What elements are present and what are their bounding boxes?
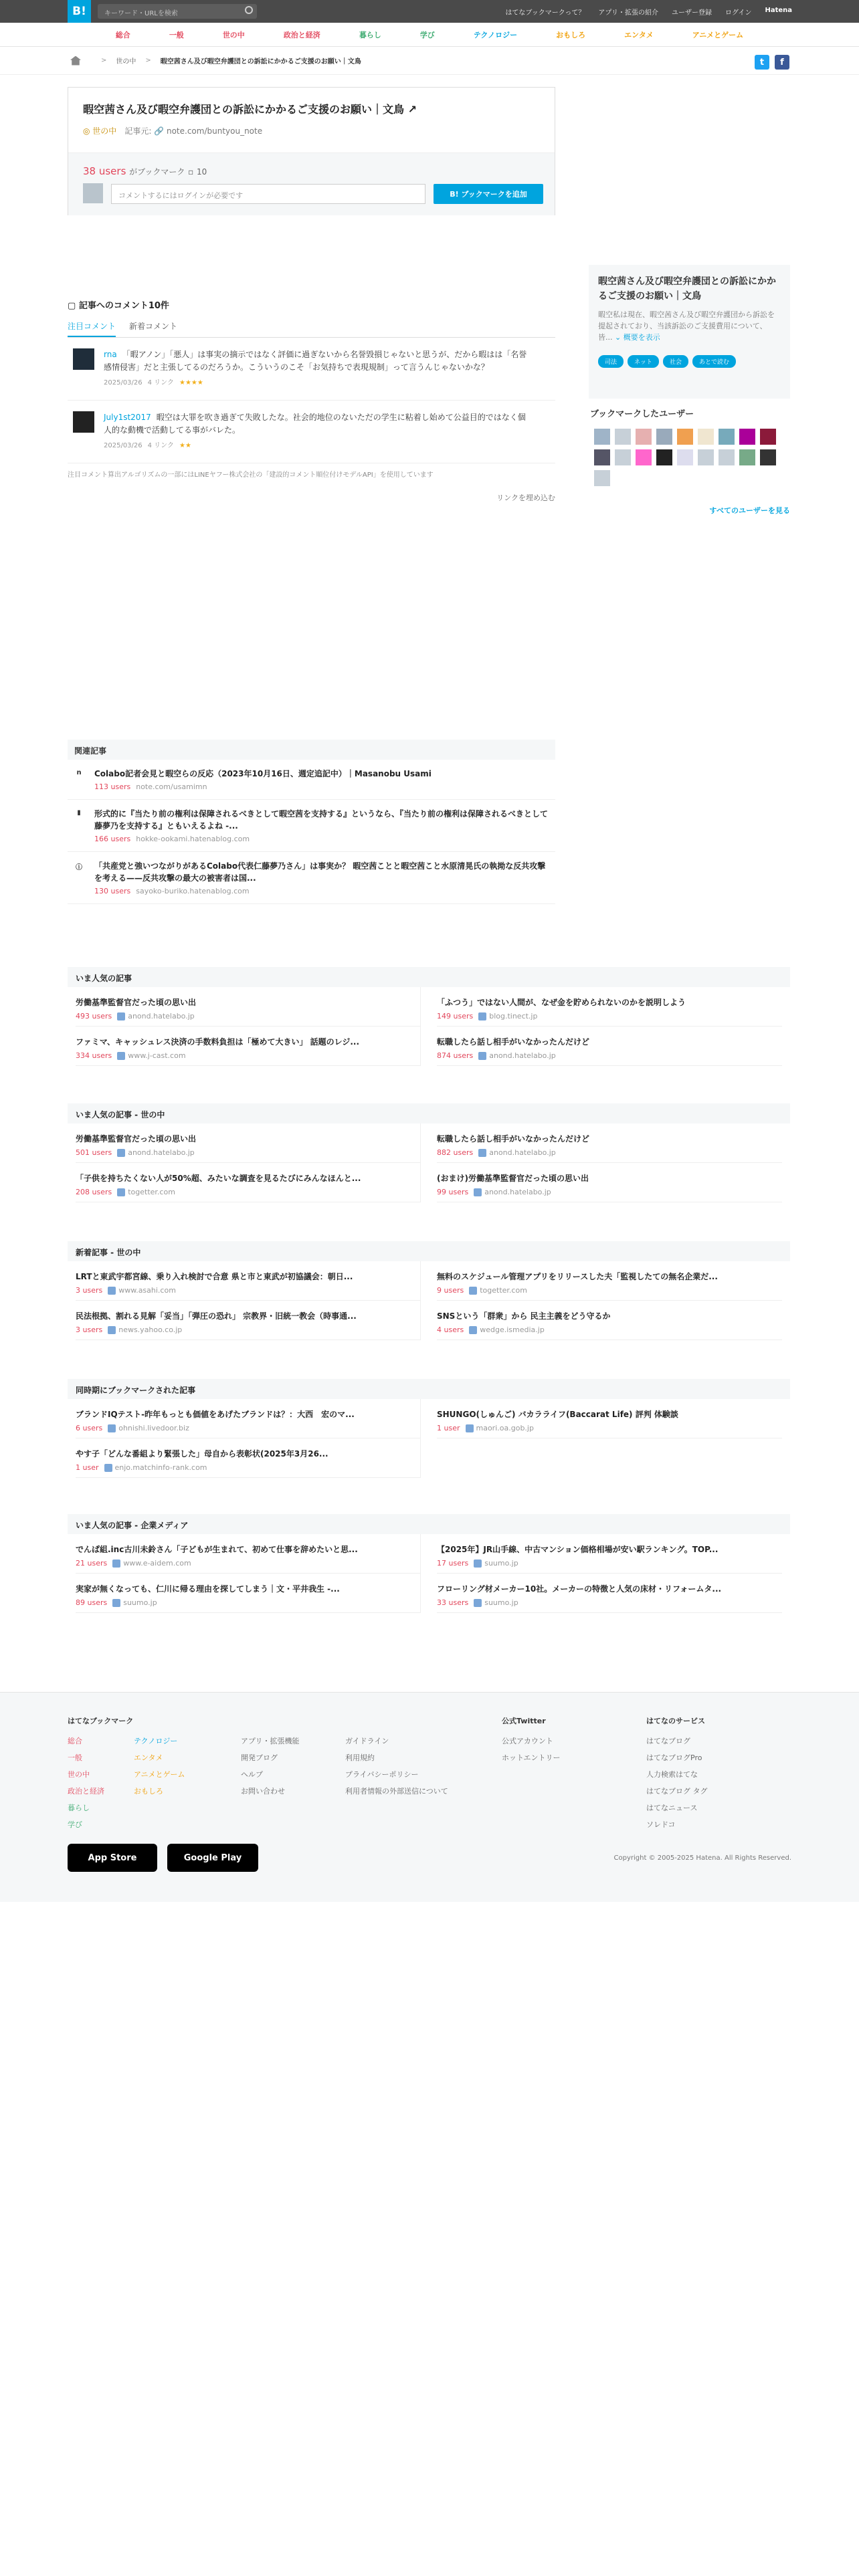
footer-category-link[interactable]: エンタメ [134, 1753, 163, 1762]
article-domain[interactable]: www.j-cast.com [128, 1051, 186, 1060]
section-heading: いま人気の記事 [68, 967, 790, 987]
footer-twitter-heading: 公式Twitter [502, 1717, 546, 1725]
comment-item [68, 401, 555, 463]
favicon-icon [474, 1599, 482, 1607]
breadcrumb-current: 暇空茜さん及び暇空弁護団との訴訟にかかるご支援のお願い｜文鳥 [160, 58, 361, 66]
chevron-right-icon: > [145, 57, 151, 64]
footer-twitter [502, 1713, 561, 1766]
site-icon: n [76, 769, 82, 776]
footer-link[interactable]: 利用規約 [345, 1753, 375, 1762]
avatar [83, 183, 103, 203]
article-title[interactable]: ブランドIQテスト-昨年もっとも価値をあげたブランドは？：大西 宏のマ... [76, 1410, 355, 1419]
article-users[interactable]: 882 users [437, 1148, 474, 1157]
user-avatar[interactable] [760, 429, 776, 445]
article-users[interactable]: 17 users [437, 1559, 469, 1568]
related-heading: 関連記事 [68, 740, 555, 760]
favicon-icon [108, 1424, 116, 1432]
footer [0, 1692, 859, 1902]
nav-category-6[interactable]: テクノロジー [473, 30, 518, 39]
algorithm-notice: 注目コメント算出アルゴリズムの一部にはLINEヤフー株式会社の「建設的コメント順位付けモデルAPI」を使用しています [68, 471, 434, 479]
comments-heading-text: 記事へのコメント10件 [78, 301, 169, 311]
related-title[interactable]: 「共産党と強いつながりがあるColabo代表仁藤夢乃さん」は事実か？ 暇空茜ことと暇空茜こと水原清晃氏の執拗な反共攻撃を考える——反共攻撃の最大の被害者は国... [94, 861, 546, 883]
footer-link[interactable]: ガイドライン [345, 1737, 389, 1745]
nav-category-4[interactable]: 暮らし [359, 30, 381, 39]
footer-link[interactable]: アプリ・拡張機能 [241, 1737, 300, 1745]
sidebar-title[interactable]: 暇空茜さん及び暇空弁護団との訴訟にかかるご支援のお願い｜文鳥 [598, 276, 776, 302]
article-users[interactable]: 3 users [76, 1286, 103, 1295]
footer-category-link[interactable]: 一般 [68, 1753, 82, 1762]
show-summary-label[interactable]: 概要を表示 [623, 333, 660, 342]
footer-category-link[interactable]: 総合 [68, 1737, 82, 1745]
article-title[interactable]: LRTと東武宇都宮線、乗り入れ検討で合意 県と市と東武が初協議会：朝日... [76, 1272, 353, 1281]
comment-user[interactable]: July1st2017 [104, 413, 151, 422]
comment-body [104, 411, 532, 452]
related-users[interactable]: 113 users [94, 782, 131, 791]
article-item[interactable] [437, 1534, 782, 1574]
related-title[interactable]: 形式的に『当たり前の権利は保障されるべきとして暇空茜を支持する』というなら、『当たり前の権利は保障されるべきとして藤夢乃を支持する』ともいえるよね -... [94, 809, 549, 831]
section-grid [68, 1534, 790, 1613]
comment-icon: ▫ [188, 167, 194, 177]
related-users[interactable]: 166 users [94, 835, 131, 843]
article-users[interactable]: 21 users [76, 1559, 108, 1568]
comment-text: 「暇アノン」「悪人」は事実の摘示ではなく評価に過ぎないから名誉毀損じゃないと思うが、だから暇はは「名誉感情侵害」だと主張してるのだろうか。こういうのこそ「お気持ちで表現規制」って言うんじゃないかな？ [104, 350, 527, 372]
article-users[interactable]: 3 users [76, 1325, 103, 1334]
article-meta [76, 1598, 409, 1607]
add-bookmark-button[interactable]: B! ブックマークを追加 [434, 184, 543, 204]
article-item[interactable] [437, 1163, 782, 1202]
user-avatar[interactable] [677, 449, 693, 465]
user-avatar[interactable] [636, 429, 652, 445]
article-meta [437, 1012, 782, 1021]
tab-new-comments[interactable]: 新着コメント [129, 322, 178, 331]
comments-section [68, 298, 555, 503]
article-domain[interactable]: suumo.jp [484, 1559, 518, 1568]
article-domain[interactable]: www.e-aidem.com [123, 1559, 191, 1568]
favicon-icon [112, 1560, 120, 1568]
app-store-button[interactable]: App Store [68, 1844, 157, 1872]
nav-category-5[interactable]: 学び [419, 30, 435, 39]
article-domain[interactable]: news.yahoo.co.jp [118, 1325, 183, 1334]
section-grid [68, 1123, 790, 1202]
related-domain[interactable]: sayoko-buriko.hatenablog.com [136, 887, 250, 895]
breadcrumb-category[interactable]: 世の中 [116, 58, 136, 66]
nav-category-7[interactable]: おもしろ [556, 30, 586, 39]
user-avatar[interactable] [636, 449, 652, 465]
article-item[interactable] [76, 987, 421, 1027]
article-domain[interactable]: maori.oa.gob.jp [476, 1424, 534, 1432]
about-link[interactable]: はてなブックマークって？ [505, 9, 585, 17]
twitter-share-button[interactable]: t [755, 55, 769, 70]
comment-body [104, 348, 532, 389]
source-label: 記事元: [124, 126, 152, 136]
article-item[interactable] [437, 1261, 782, 1301]
entry-source [124, 125, 262, 136]
article-title[interactable]: フローリング材メーカー10社。メーカーの特徴と人気の床材・リフォームタ... [437, 1584, 722, 1594]
tag-1[interactable]: ネット [628, 355, 659, 368]
user-avatar[interactable] [719, 429, 735, 445]
footer-link[interactable]: はてなニュース [646, 1804, 698, 1812]
footer-category-link[interactable]: 世の中 [68, 1770, 90, 1779]
article-meta [437, 1188, 782, 1196]
avatar[interactable] [73, 348, 94, 370]
related-meta [94, 782, 432, 791]
user-avatar[interactable] [656, 429, 672, 445]
footer-spacer [345, 1713, 448, 1729]
google-play-button[interactable]: Google Play [167, 1844, 258, 1872]
nav-category-0[interactable]: 総合 [115, 30, 130, 39]
breadcrumb [0, 47, 859, 75]
article-item[interactable] [76, 1027, 421, 1066]
article-meta [76, 1148, 409, 1157]
related-articles [68, 740, 555, 904]
footer-link[interactable]: 開発ブログ [241, 1753, 278, 1762]
article-title[interactable]: 労働基準監督官だった頃の思い出 [76, 998, 197, 1007]
footer-category-link[interactable]: 暮らし [68, 1804, 90, 1812]
favicon-icon [112, 1599, 120, 1607]
footer-category-link[interactable]: アニメとゲーム [134, 1770, 185, 1779]
related-item[interactable] [68, 760, 555, 800]
footer-link[interactable]: ヘルプ [241, 1770, 263, 1779]
article-users[interactable]: 334 users [76, 1051, 112, 1060]
article-users[interactable]: 1 user [437, 1424, 460, 1432]
copyright: Copyright © 2005-2025 Hatena. All Rights Reserved. [613, 1854, 791, 1862]
article-domain[interactable]: suumo.jp [123, 1598, 157, 1607]
article-users[interactable]: 89 users [76, 1598, 108, 1607]
article-title[interactable]: 無料のスケジュール管理アプリをリリースした夫「監視したての無名企業だ... [437, 1272, 718, 1281]
footer-services [646, 1713, 708, 1833]
article-title[interactable]: 実家が無くなっても、仁川に帰る理由を探してしまう｜文・平井我生 -... [76, 1584, 340, 1594]
footer-spacer [241, 1713, 300, 1729]
article-users[interactable]: 493 users [76, 1012, 112, 1021]
article-users[interactable]: 208 users [76, 1188, 112, 1196]
sidebar-summary [589, 265, 790, 399]
article-title[interactable]: (おまけ)労働基準監督官だった頃の思い出 [437, 1174, 589, 1183]
article-title[interactable]: SNSという「群衆」から 民主主義をどう守るか [437, 1311, 611, 1321]
comments-heading [68, 298, 555, 311]
tag-2[interactable]: 社会 [663, 355, 688, 368]
user-avatar[interactable] [594, 449, 610, 465]
favicon-icon [108, 1326, 116, 1334]
comment-count: 10 [197, 167, 207, 177]
article-meta [437, 1051, 782, 1060]
article-item[interactable] [76, 1438, 421, 1478]
section-grid [68, 1261, 790, 1340]
article-item[interactable] [76, 1261, 421, 1301]
footer-link[interactable]: はてなブログ [646, 1737, 690, 1745]
users-suffix: がブックマーク [129, 167, 185, 177]
article-meta [76, 1188, 409, 1196]
article-users[interactable]: 501 users [76, 1148, 112, 1157]
avatar[interactable] [73, 411, 94, 433]
site-icon: ▮ [77, 809, 81, 817]
sidebar-description-text: 暇空私は現在、暇空茜さん及び暇空弁護団から訴訟を提起されており、当該訴訟のご支援費用について、皆... [598, 310, 775, 342]
article-title[interactable]: 【2025年】JR山手線、中古マンション価格相場が安い駅ランキング。TOP... [437, 1545, 719, 1554]
related-domain[interactable]: note.com/usamimn [136, 782, 207, 791]
article-item[interactable] [437, 1399, 782, 1438]
article-meta [76, 1325, 409, 1334]
bookmark-users-grid [589, 429, 790, 486]
favicon-icon [117, 1012, 125, 1021]
article-item[interactable] [76, 1163, 421, 1202]
article-domain[interactable]: togetter.com [128, 1188, 175, 1196]
footer-link[interactable]: 公式アカウント [502, 1737, 553, 1745]
article-title[interactable]: 民法根拠、割れる見解「妥当」「弾圧の恐れ」 宗教界・旧統一教会（時事通... [76, 1311, 357, 1321]
footer-link[interactable]: はてなブログ タグ [646, 1787, 708, 1796]
favicon-icon [474, 1188, 482, 1196]
entry-title-text[interactable]: 暇空茜さん及び暇空弁護団との訴訟にかかるご支援のお願い｜文鳥 [83, 103, 405, 116]
star-rating[interactable]: ★★ [179, 442, 191, 449]
article-item[interactable] [437, 1027, 782, 1066]
favicon-icon [117, 1052, 125, 1060]
show-summary-link[interactable]: ⌄ 概要を表示 [615, 333, 660, 342]
article-item[interactable] [437, 987, 782, 1027]
article-title[interactable]: 「ふつう」ではない人間が、なぜ金を貯められないのかを説明しよう [437, 998, 686, 1007]
favicon-icon [478, 1012, 486, 1021]
article-domain[interactable]: anond.hatelabo.jp [489, 1051, 556, 1060]
nav-category-8[interactable]: エンタメ [624, 30, 654, 39]
article-title[interactable]: でんぱ組.inc古川未鈴さん「子どもが生まれて、初めて仕事を辞めたいと思... [76, 1545, 358, 1554]
user-avatar[interactable] [594, 470, 610, 486]
all-users-link[interactable]: すべてのユーザーを見る [709, 506, 790, 515]
nav-category-2[interactable]: 世の中 [222, 30, 245, 39]
search-input[interactable] [98, 4, 257, 19]
user-avatar[interactable] [594, 429, 610, 445]
login-link[interactable]: ログイン [725, 9, 752, 17]
article-title[interactable]: 「子供を持ちたくない人が50%超、みたいな調査を見るたびにみんなほんと... [76, 1174, 361, 1183]
article-meta [437, 1598, 782, 1607]
comment-links[interactable]: 4 リンク [147, 379, 174, 387]
footer-bookmark-heading: はてなブックマーク [68, 1717, 134, 1725]
favicon-icon [117, 1149, 125, 1157]
section-grid [68, 1399, 790, 1478]
article-item[interactable] [76, 1123, 421, 1163]
user-avatar[interactable] [698, 449, 714, 465]
article-meta [437, 1559, 782, 1568]
comment-text: 暇空は大罪を吹き過ぎて失敗したな。社会的地位のないただの学生に粘着し始めて公益目的ではなく個人的な動機で活動してる事がバレた。 [104, 413, 526, 435]
facebook-share-button[interactable]: f [775, 55, 789, 70]
tag-3[interactable]: あとで読む [692, 355, 736, 368]
article-users[interactable]: 99 users [437, 1188, 469, 1196]
article-domain[interactable]: enjo.matchinfo-rank.com [114, 1463, 207, 1472]
article-item[interactable] [76, 1301, 421, 1340]
bookmark-users-heading: ブックマークしたユーザー [590, 409, 694, 419]
footer-link[interactable]: お問い合わせ [241, 1787, 285, 1796]
favicon-icon [108, 1287, 116, 1295]
user-avatar[interactable] [698, 429, 714, 445]
entry-card [68, 87, 555, 215]
star-rating[interactable]: ★★★★ [179, 379, 203, 387]
article-item[interactable] [437, 1574, 782, 1613]
article-users[interactable]: 874 users [437, 1051, 474, 1060]
article-title[interactable]: やす子「どんな番組より緊張した」母自から表彰状(2025年3月26... [76, 1449, 328, 1459]
user-avatar[interactable] [760, 449, 776, 465]
article-title[interactable]: 労働基準監督官だった頃の思い出 [76, 1134, 197, 1144]
user-avatar[interactable] [739, 449, 755, 465]
user-avatar[interactable] [656, 449, 672, 465]
site-icon: ⓘ [76, 864, 82, 871]
comment-item [68, 338, 555, 401]
article-domain[interactable]: wedge.ismedia.jp [480, 1325, 545, 1334]
article-meta [76, 1559, 409, 1568]
user-avatar[interactable] [719, 449, 735, 465]
article-section [68, 1514, 790, 1613]
article-meta [437, 1286, 782, 1295]
article-users[interactable]: 33 users [437, 1598, 469, 1607]
top-links [505, 7, 792, 17]
footer-category-link[interactable]: テクノロジー [134, 1737, 178, 1745]
favicon-icon [478, 1052, 486, 1060]
favicon-icon [104, 1464, 112, 1472]
section-heading: 同時期にブックマークされた記事 [68, 1379, 790, 1399]
article-title[interactable]: 転職したら話し相手がいなかったんだけど [437, 1134, 590, 1144]
category-nav [0, 23, 859, 47]
footer-link[interactable]: 人力検索はてな [646, 1770, 698, 1779]
footer-services-heading: はてなのサービス [646, 1717, 705, 1725]
hatena-bookmark-logo[interactable]: B! [68, 0, 91, 23]
comment-meta [104, 439, 532, 452]
embed-link[interactable]: リンクを埋め込む [496, 494, 555, 502]
article-users[interactable]: 9 users [437, 1286, 464, 1295]
article-title[interactable]: ファミマ、キャッシュレス決済の手数料負担は「極めて大きい」 話題のレジ... [76, 1037, 359, 1047]
sidebar [589, 265, 790, 516]
top-bar [0, 0, 859, 23]
footer-category-link[interactable]: おもしろ [134, 1787, 163, 1796]
article-domain[interactable]: anond.hatelabo.jp [128, 1012, 195, 1021]
footer-category-link[interactable]: 学び [68, 1820, 82, 1829]
article-item[interactable] [76, 1399, 421, 1438]
article-title[interactable]: 転職したら話し相手がいなかったんだけど [437, 1037, 590, 1047]
article-domain[interactable]: www.asahi.com [118, 1286, 176, 1295]
article-item[interactable] [437, 1301, 782, 1340]
entry-title[interactable] [83, 101, 417, 116]
home-icon[interactable] [70, 56, 81, 66]
related-users[interactable]: 130 users [94, 887, 131, 895]
article-users[interactable]: 4 users [437, 1325, 464, 1334]
entry-category[interactable]: ◎ 世の中 [83, 126, 117, 136]
footer-links-2 [345, 1713, 448, 1800]
related-item[interactable] [68, 800, 555, 852]
section-heading: いま人気の記事 - 世の中 [68, 1103, 790, 1123]
hatena-link[interactable]: Hatena [765, 7, 792, 14]
comment-links[interactable]: 4 リンク [147, 442, 174, 449]
article-users[interactable]: 149 users [437, 1012, 474, 1021]
article-section [68, 967, 790, 1066]
article-item[interactable] [76, 1534, 421, 1574]
footer-bookmark [68, 1713, 185, 1833]
related-item[interactable] [68, 852, 555, 904]
comment-date[interactable]: 2025/03/26 [104, 442, 142, 449]
footer-category-link[interactable]: 政治と経済 [68, 1787, 104, 1796]
apps-link[interactable]: アプリ・拡張の紹介 [598, 9, 658, 17]
article-users[interactable]: 6 users [76, 1424, 103, 1432]
article-meta [437, 1424, 782, 1432]
article-meta [437, 1148, 782, 1157]
footer-link[interactable]: 利用者情報の外部送信について [345, 1787, 448, 1796]
entry-category-label[interactable]: 世の中 [92, 126, 117, 136]
footer-link[interactable]: プライバシーポリシー [345, 1770, 419, 1779]
article-meta [76, 1051, 409, 1060]
sidebar-description [598, 309, 781, 343]
nav-category-9[interactable]: アニメとゲーム [692, 30, 744, 39]
search-icon[interactable] [245, 6, 253, 14]
user-avatar[interactable] [677, 429, 693, 445]
article-domain[interactable]: ohnishi.livedoor.biz [118, 1424, 189, 1432]
article-meta [76, 1424, 409, 1432]
article-domain[interactable]: suumo.jp [484, 1598, 518, 1607]
comment-user[interactable]: rna [104, 350, 117, 359]
favicon-icon [466, 1424, 474, 1432]
favicon-icon [117, 1188, 125, 1196]
chevron-right-icon: > [101, 57, 107, 64]
related-title[interactable]: Colabo記者会見と暇空らの反応（2023年10月16日、週定追記中）｜Masanobu Usami [94, 769, 432, 778]
footer-link[interactable]: ホットエントリー [502, 1753, 561, 1762]
nav-category-1[interactable]: 一般 [169, 30, 184, 39]
bookmark-count[interactable] [83, 165, 207, 177]
article-meta [76, 1286, 409, 1295]
entry-domain[interactable]: note.com/buntyou_note [166, 126, 263, 136]
favicon-icon [474, 1560, 482, 1568]
related-meta [94, 835, 549, 843]
article-domain[interactable]: anond.hatelabo.jp [489, 1148, 556, 1157]
comment-date[interactable]: 2025/03/26 [104, 379, 142, 387]
article-section [68, 1379, 790, 1478]
section-grid [68, 987, 790, 1066]
comment-meta [104, 377, 532, 389]
article-section [68, 1103, 790, 1202]
footer-link[interactable]: はてなブログPro [646, 1753, 702, 1762]
article-title[interactable]: SHUNGO(しゅんご) バカラライフ(Baccarat Life) 評判 体験談 [437, 1410, 678, 1419]
footer-links-1 [241, 1713, 300, 1800]
link-icon: 🔗 [154, 126, 165, 136]
section-heading: 新着記事 - 世の中 [68, 1241, 790, 1261]
article-item[interactable] [437, 1123, 782, 1163]
article-meta [437, 1325, 782, 1334]
register-link[interactable]: ユーザー登録 [671, 9, 712, 17]
related-domain[interactable]: hokke-ookami.hatenablog.com [136, 835, 250, 843]
section-heading: いま人気の記事 - 企業メディア [68, 1514, 790, 1534]
nav-category-3[interactable]: 政治と経済 [283, 30, 320, 39]
article-domain[interactable]: anond.hatelabo.jp [484, 1188, 551, 1196]
search-placeholder: キーワード・URLを検索 [104, 10, 178, 17]
favicon-icon [478, 1149, 486, 1157]
user-avatar[interactable] [615, 429, 631, 445]
article-users[interactable]: 1 user [76, 1463, 99, 1472]
article-meta [76, 1463, 409, 1472]
user-avatar[interactable] [615, 449, 631, 465]
tag-0[interactable]: 司法 [598, 355, 624, 368]
user-avatar[interactable] [739, 429, 755, 445]
article-meta [76, 1012, 409, 1021]
tab-popular-comments[interactable]: 注目コメント [68, 320, 116, 337]
article-item[interactable] [76, 1574, 421, 1613]
article-domain[interactable]: togetter.com [480, 1286, 527, 1295]
related-meta [94, 887, 549, 895]
favicon-icon [469, 1326, 477, 1334]
comment-bubble-icon: ▢ [68, 301, 76, 311]
external-link-icon[interactable]: ↗ [407, 103, 417, 116]
footer-link[interactable]: ソレドコ [646, 1820, 676, 1829]
article-section [68, 1241, 790, 1340]
favicon-icon [469, 1287, 477, 1295]
users-count[interactable]: 38 users [83, 165, 126, 177]
article-domain[interactable]: blog.tinect.jp [489, 1012, 538, 1021]
comment-input[interactable]: コメントするにはログインが必要です [111, 184, 425, 204]
article-domain[interactable]: anond.hatelabo.jp [128, 1148, 195, 1157]
